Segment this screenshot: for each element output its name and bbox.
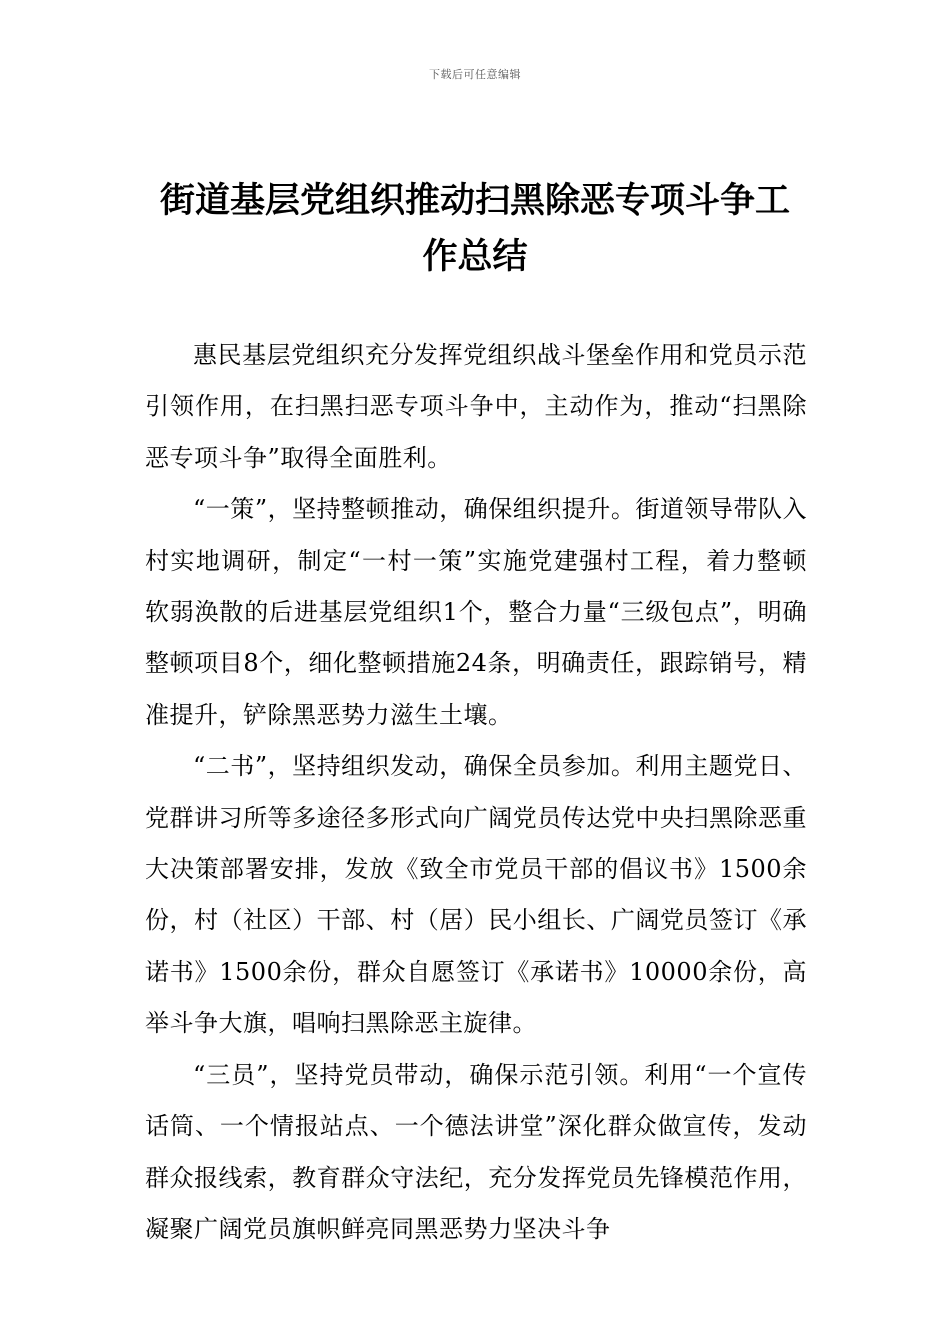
paragraph-intro: 惠民基层党组织充分发挥党组织战斗堡垒作用和党员示范引领作用，在扫黑扫恶专项斗争中，主动作为，推动“扫黑除恶专项斗争”取得全面胜利。 [145, 341, 807, 472]
paragraph-er-shu: “二书”，坚持组织发动，确保全员参加。利用主题党日、党群讲习所等多途径多形式向广阔党员传达党中央扫黑除恶重大决策部署安排，发放《致全市党员干部的倡议书》1500余份，村（社区）干部、村（居）民小组长、广阔党员签订《承诺书》1500余份，群众自愿签订《承诺书》10000余份，高举斗争大旗，唱响扫黑除恶主旋律。 [145, 752, 807, 1038]
paragraph-yi-ce: “一策”，坚持整顿推动，确保组织提升。街道领导带队入村实地调研，制定“一村一策”实施党建强村工程，着力整顿软弱涣散的后进基层党组织1个，整合力量“三级包点”，明确整顿项目8个，细化整顿措施24条，明确责任，跟踪销号，精准提升，铲除黑恶势力滋生土壤。 [145, 495, 807, 729]
header-note: 下载后可任意编辑 [429, 68, 521, 81]
document-body [145, 330, 807, 1255]
document-title: 街道基层党组织推动扫黑除恶专项斗争工作总结 [159, 181, 790, 277]
paragraph-san-yuan: “三员”，坚持党员带动，确保示范引领。利用“一个宣传话筒、一个情报站点、一个德法讲堂”深化群众做宣传，发动群众报线索，教育群众守法纪，充分发挥党员先锋模范作用，凝聚广阔党员旗帜鲜亮同黑恶势力坚决斗争 [145, 1060, 807, 1243]
